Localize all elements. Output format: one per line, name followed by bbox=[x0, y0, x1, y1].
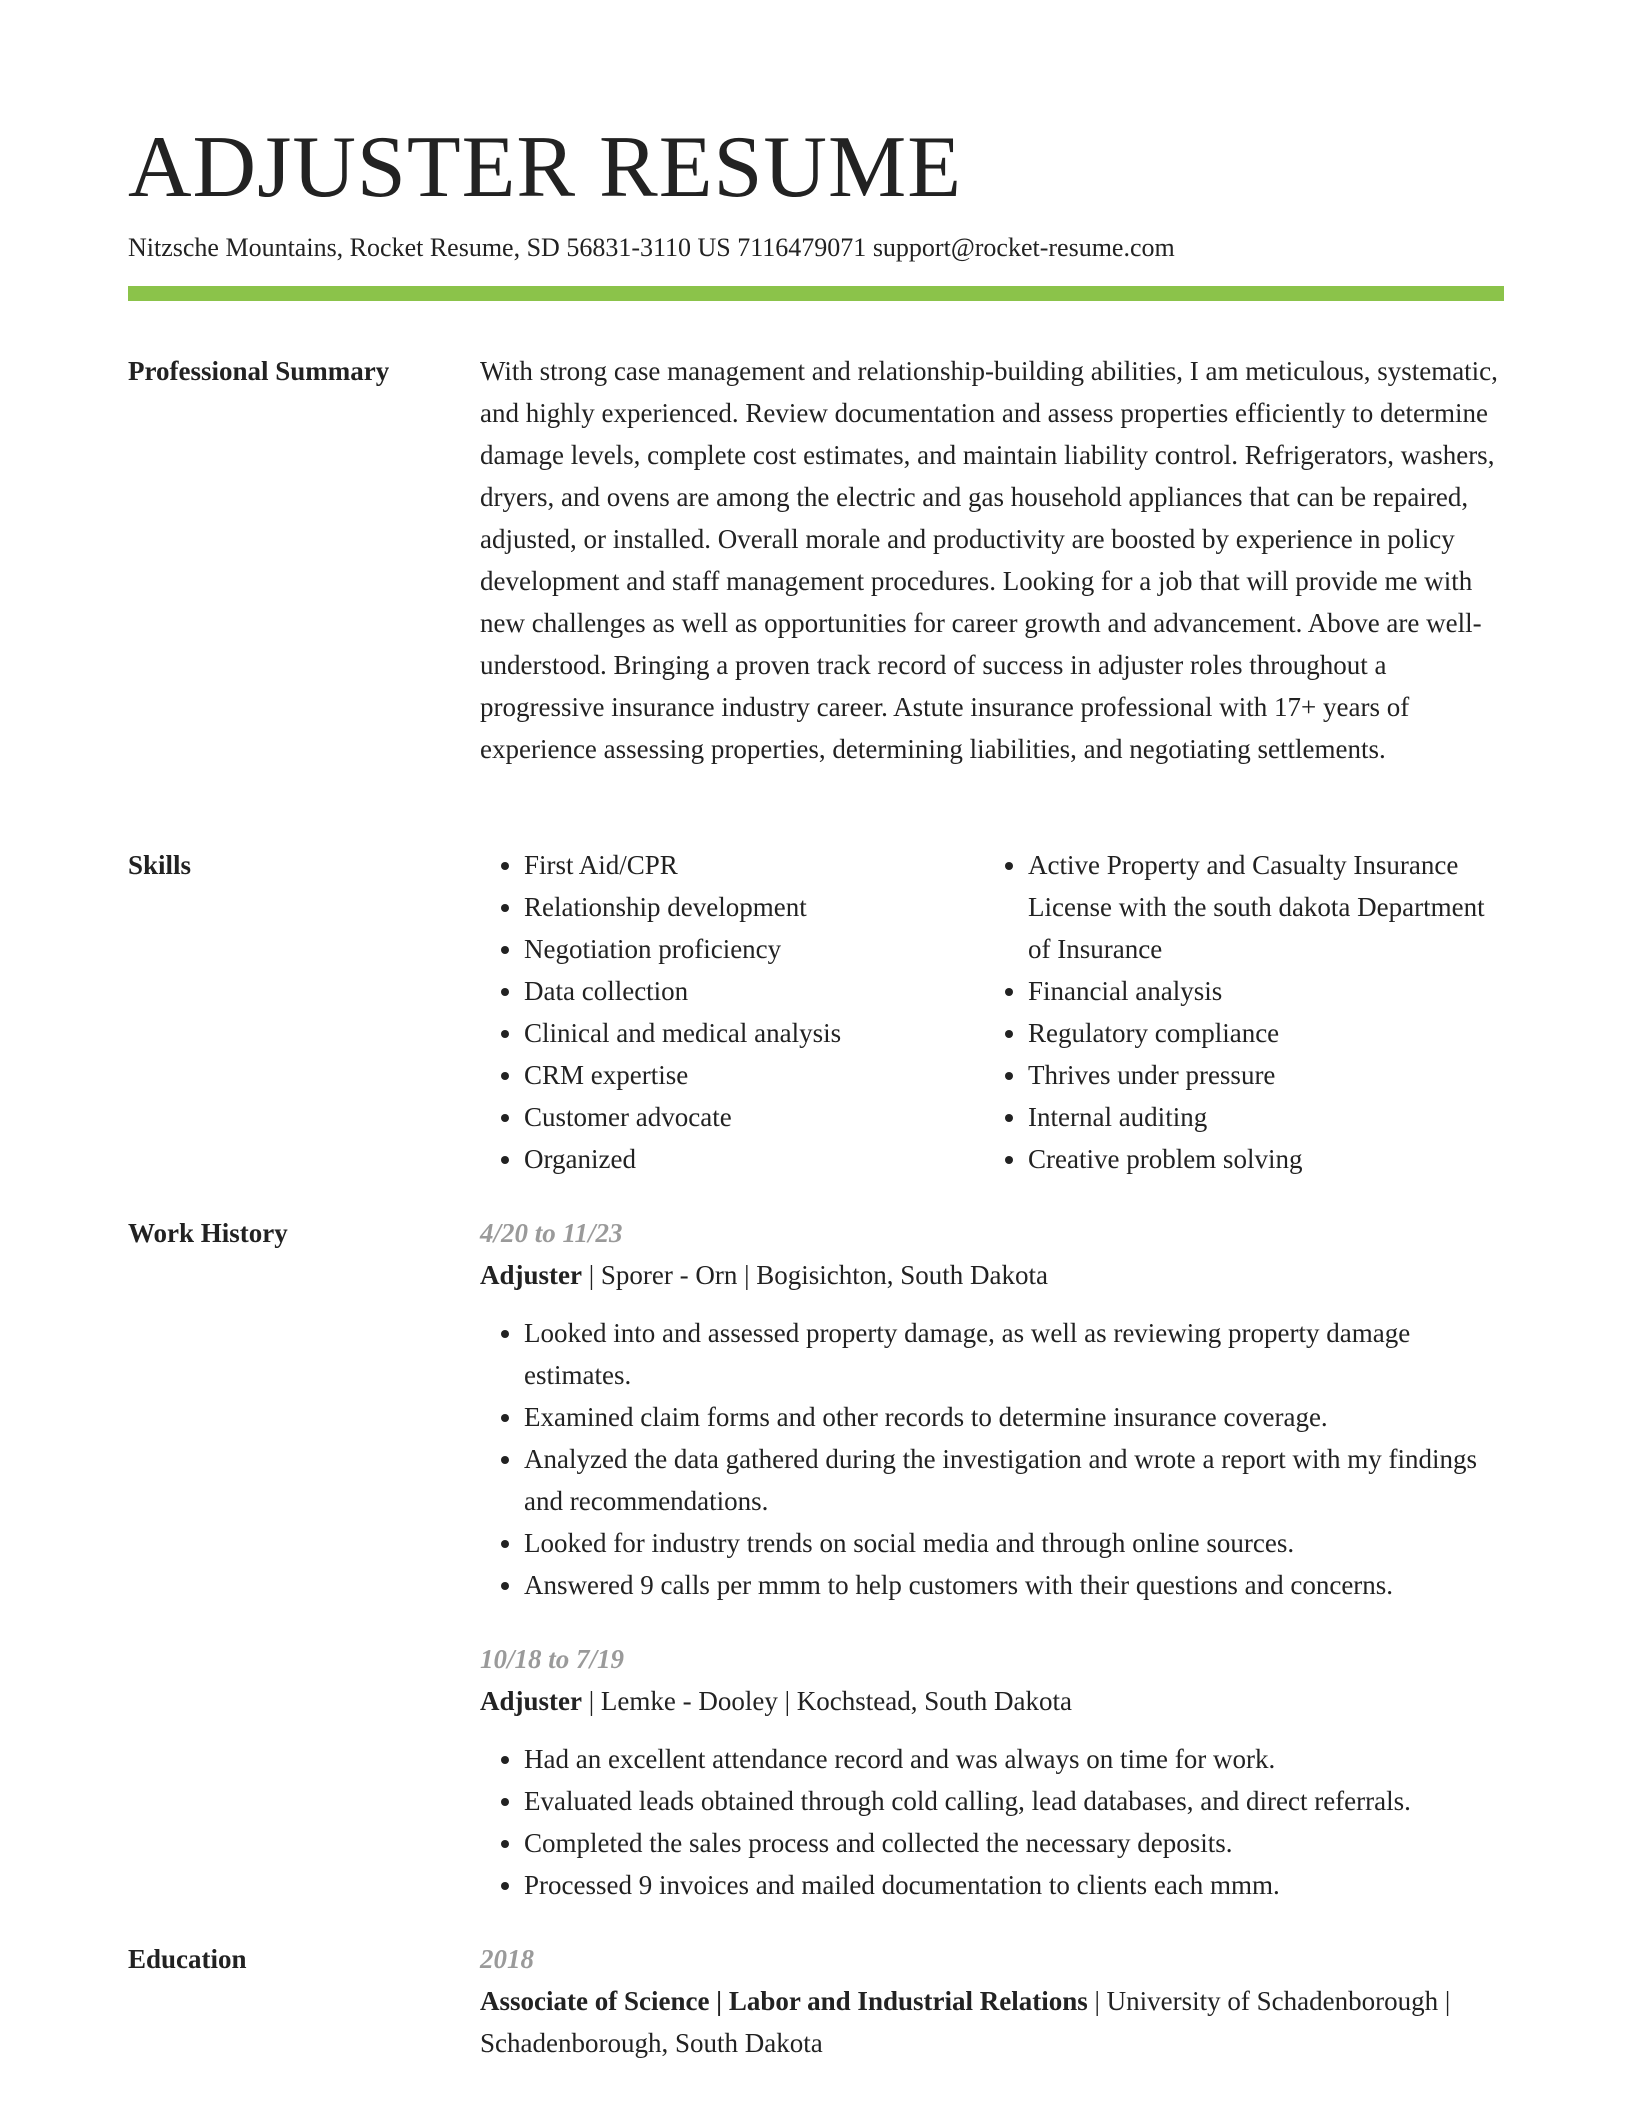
skill-item: • First Aid/CPR bbox=[524, 844, 984, 886]
job-dates: 10/18 to 7/19 bbox=[480, 1644, 625, 1674]
job-bullets bbox=[480, 1312, 1510, 1606]
job-details: | Sporer - Orn | Bogisichton, South Dakota bbox=[582, 1260, 1049, 1290]
contact-line bbox=[128, 230, 1504, 266]
skill-item: • Organized bbox=[524, 1138, 984, 1180]
job-bullet: • Completed the sales process and collected the necessary deposits. bbox=[524, 1822, 1510, 1864]
skill-item: • Clinical and medical analysis bbox=[524, 1012, 984, 1054]
job-title: Adjuster bbox=[480, 1260, 582, 1290]
skill-item: • CRM expertise bbox=[524, 1054, 984, 1096]
skills-body bbox=[480, 844, 1510, 1180]
education-heading: Education bbox=[128, 1944, 247, 1974]
job-dates: 4/20 to 11/23 bbox=[480, 1218, 623, 1248]
education-year: 2018 bbox=[480, 1944, 534, 1974]
job-bullet: • Answered 9 calls per mmm to help customers with their questions and concerns. bbox=[524, 1564, 1510, 1606]
job-heading bbox=[480, 1254, 1510, 1296]
skills-list-left bbox=[480, 844, 984, 1180]
skill-item: • Internal auditing bbox=[1028, 1096, 1488, 1138]
skill-item: • Negotiation proficiency bbox=[524, 928, 984, 970]
job-heading bbox=[480, 1680, 1510, 1722]
job-bullet: • Looked for industry trends on social media and through online sources. bbox=[524, 1522, 1510, 1564]
job-bullet: • Evaluated leads obtained through cold calling, lead databases, and direct referrals. bbox=[524, 1780, 1510, 1822]
job-bullet: • Examined claim forms and other records to determine insurance coverage. bbox=[524, 1396, 1510, 1438]
job-title: Adjuster bbox=[480, 1686, 582, 1716]
skill-item: • Data collection bbox=[524, 970, 984, 1012]
education-heading-line bbox=[480, 1980, 1510, 2064]
job-details: | Lemke - Dooley | Kochstead, South Dakota bbox=[582, 1686, 1072, 1716]
skill-item: • Regulatory compliance bbox=[1028, 1012, 1488, 1054]
job-bullet: • Looked into and assessed property damage, as well as reviewing property damage estimates. bbox=[524, 1312, 1510, 1396]
job-bullet: • Had an excellent attendance record and was always on time for work. bbox=[524, 1738, 1510, 1780]
skill-item: • Thrives under pressure bbox=[1028, 1054, 1488, 1096]
job-entry bbox=[480, 1212, 1510, 1606]
education-degree: Associate of Science | Labor and Industrial Relations bbox=[480, 1986, 1088, 2016]
work-history-body bbox=[480, 1212, 1510, 1938]
contact-address: Nitzsche Mountains, Rocket Resume, SD 56831-3110 US bbox=[128, 233, 731, 262]
job-bullet: • Analyzed the data gathered during the investigation and wrote a report with my findings and recommendations. bbox=[524, 1438, 1510, 1522]
resume-title: ADJUSTER RESUME bbox=[128, 119, 962, 216]
contact-email: support@rocket-resume.com bbox=[872, 233, 1175, 262]
resume-header bbox=[128, 118, 1504, 266]
work-history-heading: Work History bbox=[128, 1218, 288, 1248]
accent-divider bbox=[128, 286, 1504, 301]
job-bullets bbox=[480, 1738, 1510, 1906]
education-details: | University of Schadenborough | Schadenborough, South Dakota bbox=[480, 1986, 1451, 2058]
skill-item: • Financial analysis bbox=[1028, 970, 1488, 1012]
education-body bbox=[480, 1938, 1510, 2064]
skill-item: • Creative problem solving bbox=[1028, 1138, 1488, 1180]
job-entry bbox=[480, 1638, 1510, 1906]
summary-body bbox=[480, 350, 1510, 770]
job-bullet: • Processed 9 invoices and mailed documentation to clients each mmm. bbox=[524, 1864, 1510, 1906]
summary-text: With strong case management and relationship-building abilities, I am meticulous, systematic, and highly experienced. Review documentation and assess properties efficiently to determine damage levels, complete cost estimates, and maintain liability control. Refrigerators, washers, dryers, and ovens are among the electric and gas household appliances that can be repaired, adjusted, or installed. Overall morale and productivity are boosted by experience in policy development and staff management procedures. Looking for a job that will provide me with new challenges as well as opportunities for career growth and advancement. Above are well-understood. Bringing a proven track record of success in adjuster roles throughout a progressive insurance industry career. Astute insurance professional with 17+ years of experience assessing properties, determining liabilities, and negotiating settlements. bbox=[480, 356, 1498, 764]
summary-heading: Professional Summary bbox=[128, 356, 390, 386]
skill-item: • Customer advocate bbox=[524, 1096, 984, 1138]
skill-item: • Relationship development bbox=[524, 886, 984, 928]
skills-list-right bbox=[984, 844, 1488, 1180]
skills-heading: Skills bbox=[128, 850, 192, 880]
contact-phone: 7116479071 bbox=[737, 233, 867, 262]
skill-item: • Active Property and Casualty Insurance License with the south dakota Department of Insurance bbox=[1028, 844, 1488, 970]
